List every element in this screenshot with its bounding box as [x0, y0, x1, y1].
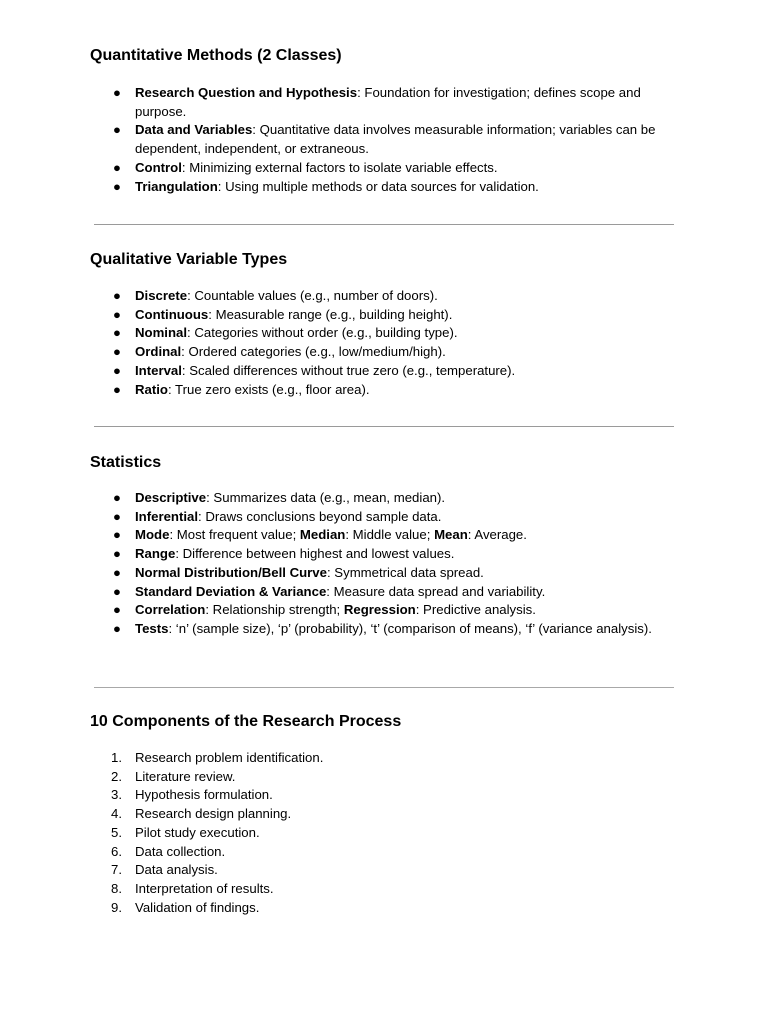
bullet-icon: ● [113, 288, 121, 303]
bullet-icon: ● [113, 85, 121, 100]
step-number: 3. [111, 787, 122, 803]
list-item-text: : Predictive analysis. [415, 602, 536, 618]
list-item [90, 381, 680, 400]
bullet-icon: ● [113, 178, 121, 194]
list-item-text: : Quantitative data involves measurable information; variables can be dependent, independent, or extraneous. [135, 122, 656, 157]
statistics-list [90, 489, 680, 639]
list-item [90, 178, 680, 197]
bullet-icon: ● [113, 306, 121, 322]
bullet-icon: ● [113, 490, 121, 505]
list-item-text: : Symmetrical data spread. [326, 564, 484, 580]
list-item [90, 121, 680, 158]
list-item [90, 824, 680, 843]
list-item [90, 287, 680, 306]
step-number: 4. [111, 806, 122, 822]
list-item [90, 880, 680, 899]
list-item-term: Continuous [135, 306, 209, 322]
list-item-text: : True zero exists (e.g., floor area). [167, 381, 370, 397]
bullet-icon: ● [113, 602, 121, 618]
list-item-term: Range [135, 546, 176, 562]
list-item-term: Normal Distribution/Bell Curve [135, 564, 327, 580]
bullet-icon: ● [113, 159, 121, 175]
list-item-text: : Measurable range (e.g., building height). [208, 306, 453, 322]
list-item [90, 489, 680, 508]
list-item-text: : Measure data spread and variability. [326, 583, 546, 599]
section-heading-research-process: 10 Components of the Research Process [90, 713, 402, 730]
list-item-term: Regression [343, 602, 416, 618]
list-item-term: Standard Deviation & Variance [135, 583, 327, 599]
list-item [90, 545, 680, 564]
list-item [90, 843, 680, 862]
list-item [90, 786, 680, 805]
section-heading-quantitative-methods: Quantitative Methods (2 Classes) [90, 47, 342, 64]
step-number: 7. [111, 862, 122, 878]
list-item-text: Interpretation of results. [135, 880, 274, 896]
list-item-text: : Using multiple methods or data sources for validation. [217, 178, 539, 194]
step-number: 8. [111, 880, 122, 896]
bullet-icon: ● [113, 381, 121, 397]
list-item [90, 159, 680, 178]
bullet-icon: ● [113, 620, 121, 636]
list-item [90, 343, 680, 362]
bullet-icon: ● [113, 344, 121, 360]
section-divider [94, 224, 674, 225]
list-item-text: Research problem identification. [135, 750, 324, 765]
bullet-icon: ● [113, 564, 121, 580]
list-item [90, 508, 680, 527]
list-item-text: : Scaled differences without true zero (e.g., temperature). [181, 362, 516, 378]
list-item [90, 768, 680, 787]
list-item-text: Literature review. [135, 768, 236, 784]
step-number: 2. [111, 768, 122, 784]
list-item-text: Validation of findings. [135, 899, 260, 915]
list-item-term: Discrete [135, 288, 188, 303]
list-item [90, 861, 680, 880]
list-item-term: Interval [135, 362, 182, 378]
list-item-term: Triangulation [135, 178, 218, 194]
section-divider [94, 426, 674, 427]
list-item-term: Control [135, 159, 182, 175]
step-number: 5. [111, 824, 122, 840]
list-item [90, 324, 680, 343]
research-process-steps-list [90, 749, 680, 917]
list-item-text: : Difference between highest and lowest values. [175, 546, 455, 562]
step-number: 6. [111, 843, 122, 859]
list-item-text: : Foundation for investigation; defines scope and purpose. [135, 85, 641, 119]
section-heading-qualitative-variable-types: Qualitative Variable Types [90, 251, 288, 268]
list-item [90, 306, 680, 325]
list-item [90, 583, 680, 602]
list-item-text: : Draws conclusions beyond sample data. [198, 508, 442, 524]
list-item [90, 601, 680, 620]
section-heading-statistics: Statistics [90, 454, 162, 471]
quantitative-methods-list [90, 84, 680, 196]
list-item-term: Research Question and Hypothesis [135, 85, 358, 100]
list-item-term: Correlation [135, 602, 206, 618]
list-item [90, 620, 680, 639]
list-item-text: Data collection. [135, 843, 226, 859]
list-item-text: : Minimizing external factors to isolate variable effects. [181, 159, 498, 175]
list-item-term: Ratio [135, 381, 168, 397]
list-item-text: : Average. [467, 527, 527, 543]
list-item [90, 749, 680, 768]
list-item [90, 362, 680, 381]
list-item-text: : Relationship strength; [205, 602, 344, 618]
list-item-text: : Countable values (e.g., number of doors). [187, 288, 438, 303]
list-item-term: Tests [135, 620, 169, 636]
list-item-term: Nominal [135, 325, 188, 341]
bullet-icon: ● [113, 122, 121, 138]
bullet-icon: ● [113, 546, 121, 562]
list-item-term: Mode [135, 527, 170, 543]
list-item-text: : Categories without order (e.g., building type). [187, 325, 458, 341]
step-number: 9. [111, 899, 122, 915]
list-item [90, 84, 680, 121]
list-item-term: Mean [434, 527, 468, 543]
bullet-icon: ● [113, 583, 121, 599]
bullet-icon: ● [113, 527, 121, 543]
list-item-term: Inferential [135, 508, 199, 524]
list-item-text: : Most frequent value; [169, 527, 300, 543]
list-item-text: : Middle value; [345, 527, 435, 543]
list-item [90, 564, 680, 583]
list-item [90, 805, 680, 824]
qualitative-variable-types-list [90, 287, 680, 399]
list-item-text: Data analysis. [135, 862, 218, 878]
list-item-text: Hypothesis formulation. [135, 787, 273, 803]
bullet-icon: ● [113, 325, 121, 341]
list-item-text: : Summarizes data (e.g., mean, median). [206, 490, 446, 505]
bullet-icon: ● [113, 362, 121, 378]
list-item [90, 526, 680, 545]
list-item [90, 899, 680, 918]
list-item-term: Median [299, 527, 346, 543]
section-divider [94, 687, 674, 688]
list-item-text: : ‘n’ (sample size), ‘p’ (probability), ‘t’ (comparison of means), ‘f’ (variance analysis). [168, 620, 652, 636]
step-number: 1. [111, 750, 122, 765]
bullet-icon: ● [113, 508, 121, 524]
list-item-text: Research design planning. [135, 806, 292, 822]
list-item-term: Data and Variables [135, 122, 253, 138]
list-item-term: Ordinal [135, 344, 182, 360]
list-item-text: : Ordered categories (e.g., low/medium/high). [181, 344, 446, 360]
list-item-term: Descriptive [135, 490, 207, 505]
list-item-text: Pilot study execution. [135, 824, 260, 840]
